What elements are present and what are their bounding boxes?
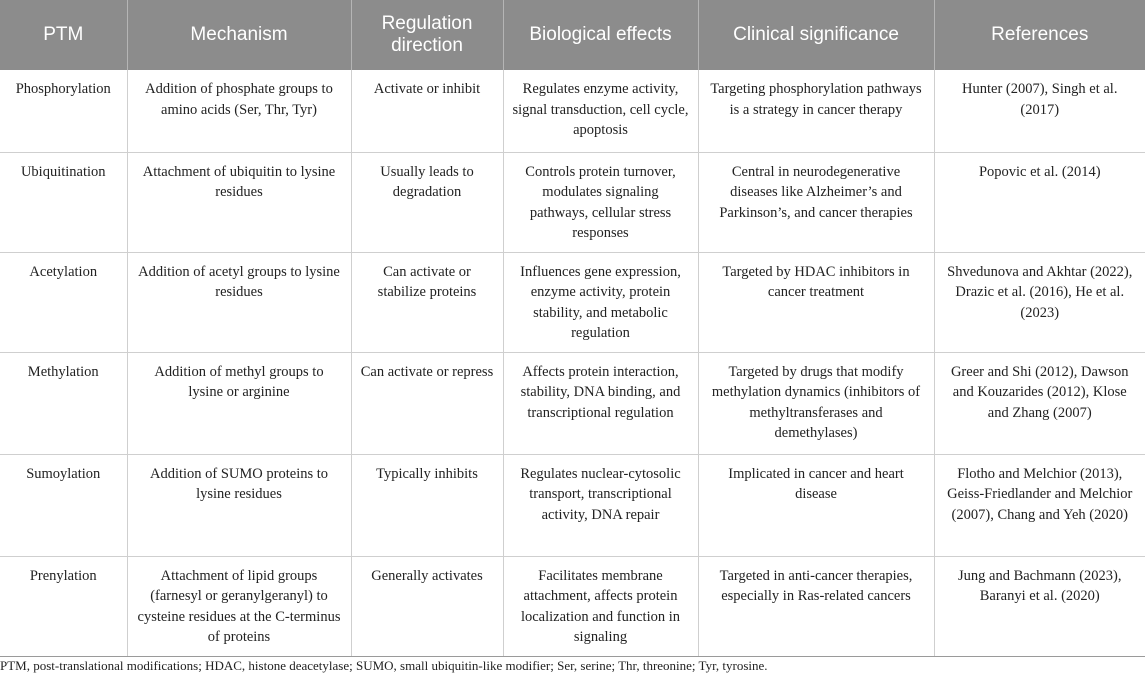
- column-header-regulation-direction: Regulation direction: [351, 0, 503, 70]
- cell-references: Hunter (2007), Singh et al. (2017): [934, 70, 1145, 152]
- cell-regulation-direction: Can activate or stabilize proteins: [351, 252, 503, 352]
- table-row: [0, 556, 1145, 656]
- column-header-references: References: [934, 0, 1145, 70]
- cell-ptm: Prenylation: [0, 556, 127, 656]
- cell-regulation-direction: Activate or inhibit: [351, 70, 503, 152]
- column-header-clinical-significance: Clinical significance: [698, 0, 934, 70]
- table-row: [0, 352, 1145, 454]
- cell-clinical-significance: Targeted by HDAC inhibitors in cancer treatment: [698, 252, 934, 352]
- cell-ptm: Sumoylation: [0, 454, 127, 556]
- cell-references: Jung and Bachmann (2023), Baranyi et al. (2020): [934, 556, 1145, 656]
- cell-clinical-significance: Central in neurodegenerative diseases like Alzheimer’s and Parkinson’s, and cancer therapies: [698, 152, 934, 252]
- cell-biological-effects: Regulates nuclear-cytosolic transport, transcriptional activity, DNA repair: [503, 454, 698, 556]
- cell-references: Shvedunova and Akhtar (2022), Drazic et al. (2016), He et al. (2023): [934, 252, 1145, 352]
- cell-mechanism: Addition of SUMO proteins to lysine residues: [127, 454, 351, 556]
- column-header-mechanism: Mechanism: [127, 0, 351, 70]
- table-row: [0, 252, 1145, 352]
- cell-mechanism: Addition of phosphate groups to amino acids (Ser, Thr, Tyr): [127, 70, 351, 152]
- table-row: [0, 70, 1145, 152]
- cell-clinical-significance: Targeting phosphorylation pathways is a strategy in cancer therapy: [698, 70, 934, 152]
- table-footnote: PTM, post-translational modifications; HDAC, histone deacetylase; SUMO, small ubiquitin-like modifier; Ser, serine; Thr, threonine; Tyr, tyrosine.: [0, 658, 768, 673]
- cell-mechanism: Addition of methyl groups to lysine or arginine: [127, 352, 351, 454]
- cell-references: Greer and Shi (2012), Dawson and Kouzarides (2012), Klose and Zhang (2007): [934, 352, 1145, 454]
- cell-ptm: Methylation: [0, 352, 127, 454]
- cell-clinical-significance: Targeted by drugs that modify methylation dynamics (inhibitors of methyltransferases and demethylases): [698, 352, 934, 454]
- cell-references: Flotho and Melchior (2013), Geiss-Friedlander and Melchior (2007), Chang and Yeh (2020): [934, 454, 1145, 556]
- cell-references: Popovic et al. (2014): [934, 152, 1145, 252]
- cell-biological-effects: Affects protein interaction, stability, DNA binding, and transcriptional regulation: [503, 352, 698, 454]
- column-header-biological-effects: Biological effects: [503, 0, 698, 70]
- table-row: [0, 152, 1145, 252]
- cell-clinical-significance: Targeted in anti-cancer therapies, especially in Ras-related cancers: [698, 556, 934, 656]
- table-row: [0, 454, 1145, 556]
- cell-clinical-significance: Implicated in cancer and heart disease: [698, 454, 934, 556]
- cell-regulation-direction: Typically inhibits: [351, 454, 503, 556]
- cell-biological-effects: Influences gene expression, enzyme activity, protein stability, and metabolic regulation: [503, 252, 698, 352]
- cell-regulation-direction: Generally activates: [351, 556, 503, 656]
- cell-mechanism: Addition of acetyl groups to lysine residues: [127, 252, 351, 352]
- header-row: [0, 0, 1145, 70]
- cell-biological-effects: Facilitates membrane attachment, affects protein localization and function in signaling: [503, 556, 698, 656]
- cell-regulation-direction: Usually leads to degradation: [351, 152, 503, 252]
- cell-biological-effects: Regulates enzyme activity, signal transduction, cell cycle, apoptosis: [503, 70, 698, 152]
- cell-mechanism: Attachment of ubiquitin to lysine residues: [127, 152, 351, 252]
- column-header-ptm: PTM: [0, 0, 127, 70]
- cell-regulation-direction: Can activate or repress: [351, 352, 503, 454]
- cell-ptm: Acetylation: [0, 252, 127, 352]
- cell-ptm: Phosphorylation: [0, 70, 127, 152]
- cell-ptm: Ubiquitination: [0, 152, 127, 252]
- cell-biological-effects: Controls protein turnover, modulates signaling pathways, cellular stress responses: [503, 152, 698, 252]
- cell-mechanism: Attachment of lipid groups (farnesyl or geranylgeranyl) to cysteine residues at the C-terminus of proteins: [127, 556, 351, 656]
